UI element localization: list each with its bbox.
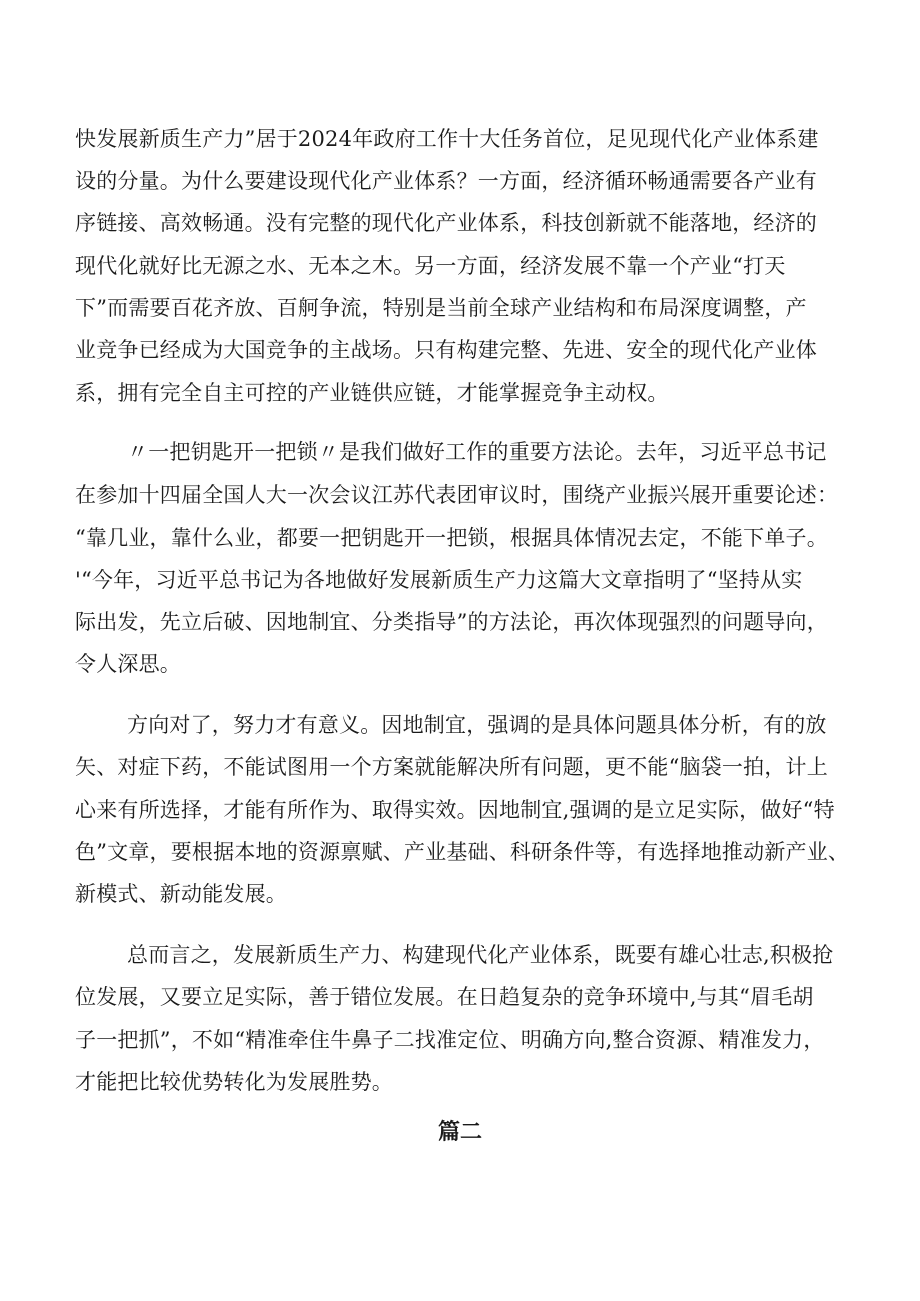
paragraph-4-line-4: 才能把比较优势转化为发展胜势。 — [75, 1070, 393, 1094]
paragraph-1-line-2: 设的分量。为什么要建设现代化产业体系？一方面，经济循环畅通需要各产业有 — [75, 169, 817, 193]
paragraph-1-line-6: 业竞争已经成为大国竞争的主战场。只有构建完整、先进、安全的现代化产业体 — [75, 338, 817, 362]
paragraph-1-line-7: 系，拥有完全自主可控的产业链供应链，才能掌握竞争主动权。 — [75, 381, 669, 405]
paragraph-4-line-1: 总而言之，发展新质生产力、构建现代化产业体系，既要有雄心壮志,积极抢 — [127, 943, 834, 967]
paragraph-2-line-2: 在参加十四届全国人大一次会议江苏代表团审议时，围绕产业振兴展开重要论述： — [75, 483, 839, 507]
paragraph-2-line-6: 令人深思。 — [75, 652, 181, 676]
paragraph-2-line-5: 际出发，先立后破、因地制宜、分类指导”的方法论，再次体现强烈的问题导向， — [75, 610, 828, 634]
paragraph-2-line-3: “靠几业，靠什么业，都要一把钥匙开一把锁，根据具体情况去定，不能下单子。 — [75, 526, 828, 550]
paragraph-1-line-4: 现代化就好比无源之水、无本之木。另一方面，经济发展不靠一个产业“打天 — [75, 254, 786, 278]
paragraph-2-line-1: 〃一把钥匙开一把锁〃是我们做好工作的重要方法论。去年，习近平总书记 — [127, 440, 827, 464]
paragraph-1-line-3: 序链接、高效畅通。没有完整的现代化产业体系，科技创新就不能落地，经济的 — [75, 211, 817, 235]
paragraph-3-line-5: 新模式、新动能发展。 — [75, 882, 287, 906]
paragraph-1-line-5: 下”而需要百花齐放、百舸争流，特别是当前全球产业结构和布局深度调整，产 — [75, 296, 807, 320]
section-heading: 篇二 — [437, 1119, 482, 1145]
paragraph-1-line-1: 快发展新质生产力”居于2024年政府工作十大任务首位，足见现代化产业体系建 — [75, 127, 819, 151]
paragraph-2-line-4: '“今年，习近平总书记为各地做好发展新质生产力这篇大文章指明了“坚持从实 — [75, 568, 803, 592]
paragraph-3-line-1: 方向对了，努力才有意义。因地制宜，强调的是具体问题具体分析，有的放 — [127, 713, 827, 737]
paragraph-4-line-2: 位发展，又要立足实际，善于错位发展。在日趋复杂的竞争环境中,与其“眉毛胡 — [75, 985, 814, 1009]
paragraph-3-line-2: 矢、对症下药，不能试图用一个方案就能解决所有问题，更不能“脑袋一拍，计上 — [75, 755, 828, 779]
paragraph-3-line-3: 心来有所选择，才能有所作为、取得实效。因地制宜,强调的是立足实际，做好“特 — [75, 798, 835, 822]
paragraph-4-line-3: 子一把抓”，不如“精准牵住牛鼻子二找准定位、明确方向,整合资源、精准发力， — [75, 1028, 825, 1052]
paragraph-3-line-4: 色”文章，要根据本地的资源禀赋、产业基础、科研条件等，有选择地推动新产业、 — [75, 840, 850, 864]
